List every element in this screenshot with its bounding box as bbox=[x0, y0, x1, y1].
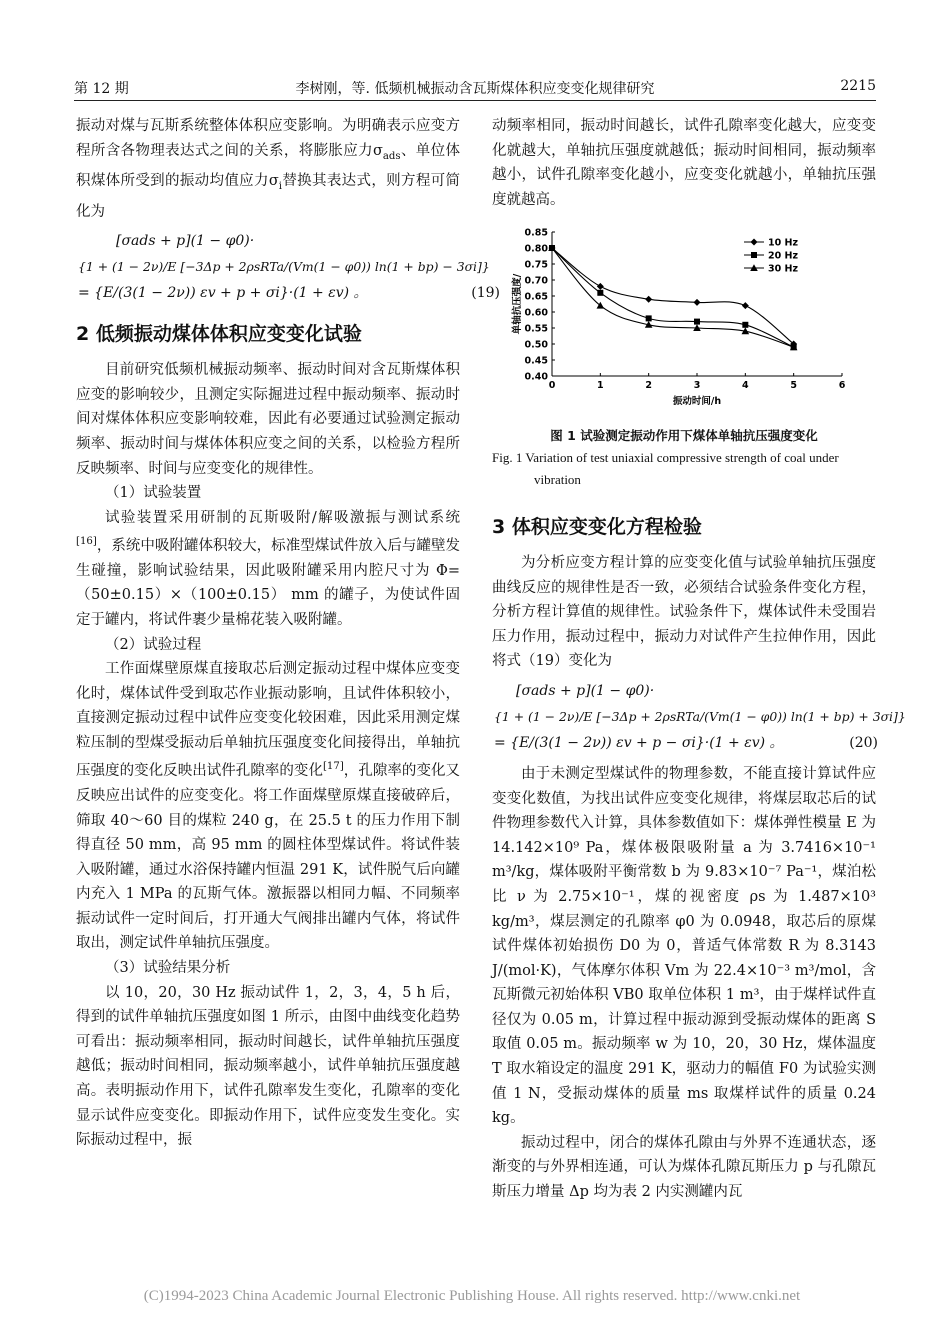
x-tick-label: 1 bbox=[597, 380, 604, 392]
y-axis-label: 单轴抗压强度/ bbox=[512, 274, 523, 335]
left-column bbox=[76, 114, 500, 1153]
x-tick-label: 0 bbox=[548, 380, 556, 392]
paragraph-apparatus: 试验装置采用研制的瓦斯吸附/解吸激振与测试系统[16]，系统中吸附罐体积较大，标准型煤试件放入后与罐壁发生碰撞，影响试验结果，因此吸附罐采用内腔尺寸为 Φ=（50±0.15）×（100±0.15） mm 的罐子，为使试件固定于罐内，将试件裹少量棉花装入吸附罐。 bbox=[76, 509, 460, 628]
running-header bbox=[74, 74, 876, 101]
legend-entry: 20 Hz bbox=[768, 250, 799, 262]
equation-19-line-1: [σads + p](1 − φ0)· bbox=[116, 233, 255, 250]
data-point-10hz bbox=[694, 299, 701, 306]
subheading-apparatus: （1）试验装置 bbox=[105, 485, 202, 502]
running-title: 李树刚，等. 低频机械振动含瓦斯煤体积应变变化规律研究 bbox=[295, 81, 655, 97]
equation-20-number: (20) bbox=[849, 734, 878, 751]
legend-entry: 10 Hz bbox=[768, 237, 799, 249]
section-3-heading: 3 体积应变变化方程检验 bbox=[492, 515, 702, 538]
paragraph-section-2: 目前研究低频机械振动频率、振动时间对含瓦斯煤体积应变的影响较少，且测定实际掘进过程中振动频率、振动时间对煤体体积应变影响较难，因此有必要通过试验测定振动频率、振动时间与煤体体积应变之间的关系，以检验方程所反映频率、时间与应变变化的规律性。 bbox=[76, 362, 460, 477]
equation-19 bbox=[78, 228, 500, 306]
y-tick-label: 0.65 bbox=[524, 291, 548, 303]
data-point-10hz bbox=[597, 283, 604, 290]
equation-20-line-2: {1 + (1 − 2ν)/E [−3Δp + 2ρsRTa/(Vm(1 − φ0)) ln(1 + bp) + 3σi]} bbox=[494, 708, 906, 724]
figure-1-caption-en-line-2: vibration bbox=[534, 471, 581, 487]
x-tick-label: 5 bbox=[790, 380, 797, 392]
section-2-heading: 2 低频振动煤体体积应变变化试验 bbox=[76, 323, 362, 346]
paragraph-parameters: 由于未测定型煤试件的物理参数，不能直接计算试件应变变化数值，为找出试件应变变化规律，将煤层取芯后的试件物理参数代入计算，具体参数值如下：煤体弹性模量 E 为 14.142×10⁹ Pa，煤体极限吸附量 a 为 3.7416×10⁻¹ m³/kg，煤体吸附平衡常数 b 为 9.83×10⁻⁷ Pa⁻¹，煤泊松比 ν 为 2.75×10⁻¹，煤的视密度 ρs 为 1.487×10³ kg/m³，煤层测定的孔隙率 φ0 为 0.0948，取芯后的原煤试件煤体初始损伤 D0 为 0，普适气体常数 R 为 8.3143 J/(mol·K)，气体摩尔体积 Vm 为 22.4×10⁻³ m³/mol，含瓦斯微元初始体积 VB0 取单位体积 1 m³，由于煤样试件直径仅为 0.05 m，计算过程中振动源到受振动煤体的距离 S 取值 0.05 m。振动频率 w 为 10，20，30 Hz，煤体温度 T 取水箱设定的温度 291 K，驱动力的幅值 F0 为试验实测值 1 N，受振动煤体的质量 ms 取煤样试件的质量 0.24 kg。 bbox=[492, 765, 876, 1127]
page-number: 2215 bbox=[840, 78, 876, 94]
y-tick-label: 0.85 bbox=[524, 227, 548, 239]
data-point-20hz bbox=[646, 316, 652, 322]
y-tick-label: 0.40 bbox=[524, 371, 548, 383]
y-tick-label: 0.45 bbox=[524, 355, 548, 367]
data-point-20hz bbox=[694, 319, 700, 325]
legend-marker bbox=[751, 252, 757, 258]
y-tick-label: 0.55 bbox=[524, 323, 548, 335]
x-tick-label: 2 bbox=[645, 380, 652, 392]
x-tick-label: 6 bbox=[838, 380, 846, 392]
subheading-results: （3）试验结果分析 bbox=[105, 960, 231, 977]
paragraph-intro: 振动对煤与瓦斯系统整体体积应变影响。为明确表示应变方程所含各物理表达式之间的关系，将膨胀应力$\sigma_{ads}$、单位体积煤体所受到的振动均值应力$\sigma_i$替换其表达式，则方程可简化为 bbox=[76, 118, 461, 220]
paragraph-vibration-process: 振动过程中，闭合的煤体孔隙由与外界不连通状态，逐渐变的与外界相连通，可认为煤体孔隙瓦斯压力 p 与孔隙瓦斯压力增量 Δp 均为表 2 内实测罐内瓦 bbox=[492, 1134, 876, 1201]
legend-marker bbox=[751, 239, 758, 246]
right-column bbox=[492, 114, 906, 1205]
x-tick-label: 4 bbox=[742, 380, 749, 392]
data-point-20hz bbox=[597, 290, 603, 296]
equation-20 bbox=[494, 678, 906, 756]
paragraph-procedure: 工作面煤壁原煤直接取芯后测定振动过程中煤体应变变化时，煤体试件受到取芯作业振动影响，且试件体积较小，直接测定振动过程中试件应变变化较困难，因此采用测定煤粒压制的型煤受振动后单轴抗压强度变化间接得出，单轴抗压强度的变化反映出试件孔隙率的变化[17]，孔隙率的变化又反映应出试件的应变变化。将工作面煤壁原煤直接破碎后，筛取 40～60 目的煤粒 240 g，在 25.5 t 的压力作用下制得直径 50 mm，高 95 mm 的圆柱体型煤试件。将试件装入吸附罐，通过水浴保持罐内恒温 291 K，试件脱气后向罐内充入 1 MPa 的瓦斯气体。激振器以相同力幅、不同频率振动试件一定时间后，打开通大气阀排出罐内气体，将试件取出，测定试件单轴抗压强度。 bbox=[76, 661, 461, 952]
equation-20-line-1: [σads + p](1 − φ0)· bbox=[516, 682, 655, 699]
paragraph-section-3: 为分析应变方程计算的应变变化值与试验单轴抗压强度曲线反应的规律性是否一致，必须结合试验条件变化方程，分析方程计算值的规律性。试验条件下，煤体试件未受围岩压力作用，振动过程中，振动力对试件产生拉伸作用，因此将式（19）变化为 bbox=[492, 554, 876, 670]
equation-19-line-3: = {E/(3(1 − 2ν)) εv + p + σi}·(1 + εv) 。 (19) bbox=[78, 280, 460, 306]
x-axis-label: 振动时间/h bbox=[672, 396, 722, 408]
y-tick-label: 0.75 bbox=[524, 259, 548, 271]
citation-17: [17] bbox=[322, 761, 344, 773]
figure-1-caption-cn: 图 1 试验测定振动作用下煤体单轴抗压强度变化 bbox=[550, 427, 818, 443]
issue-number: 第 12 期 bbox=[74, 81, 129, 97]
paragraph-results: 以 10，20，30 Hz 振动试件 1，2，3，4，5 h 后，得到的试件单轴抗压强度如图 1 所示，由图中曲线变化趋势可看出：振动频率相同，振动时间越长，试件单轴抗压强度越低；振动时间相同，振动频率越小，试件单轴抗压强度越高。表明振动作用下，试件孔隙率发生变化，孔隙率的变化显示试件应变变化。即振动作用下，试件应变发生变化。实际振动过程中，振 bbox=[76, 984, 460, 1149]
series-line-20hz bbox=[552, 248, 794, 347]
figure-1-caption-en-line-1: Fig. 1 Variation of test uniaxial compressive strength of coal under bbox=[492, 449, 839, 465]
series-line-30hz bbox=[552, 248, 794, 347]
data-point-10hz bbox=[645, 296, 652, 303]
y-tick-label: 0.60 bbox=[524, 307, 548, 319]
citation-16: [16] bbox=[76, 536, 97, 548]
y-tick-label: 0.70 bbox=[524, 275, 548, 287]
equation-19-number: (19) bbox=[471, 285, 500, 302]
data-point-10hz bbox=[742, 302, 749, 309]
equation-19-line-2: {1 + (1 − 2ν)/E [−3Δp + 2ρsRTa/(Vm(1 − φ0)) ln(1 + bp) − 3σi]} bbox=[78, 259, 490, 275]
figure-1-chart bbox=[492, 222, 876, 412]
equation-20-line-3: = {E/(3(1 − 2ν)) εv + p − σi}·(1 + εv) 。 (20) bbox=[494, 730, 876, 756]
y-tick-label: 0.80 bbox=[524, 243, 548, 255]
copyright-footer: (C)1994-2023 China Academic Journal Electronic Publishing House. All rights reserved. http://www.cnki.net bbox=[143, 1288, 801, 1304]
subheading-procedure: （2）试验过程 bbox=[105, 636, 202, 653]
paragraph-continued: 动频率相同，振动时间越长，试件孔隙率变化越大，应变变化就越大，单轴抗压强度就越低；振动时间相同，振动频率越小，试件孔隙率变化越小，应变变化就越小，单轴抗压强度就越高。 bbox=[492, 118, 876, 208]
x-tick-label: 3 bbox=[693, 380, 701, 392]
data-point-20hz bbox=[742, 322, 748, 328]
y-tick-label: 0.50 bbox=[524, 339, 548, 351]
figure-1 bbox=[492, 222, 876, 491]
legend-entry: 30 Hz bbox=[768, 263, 799, 275]
